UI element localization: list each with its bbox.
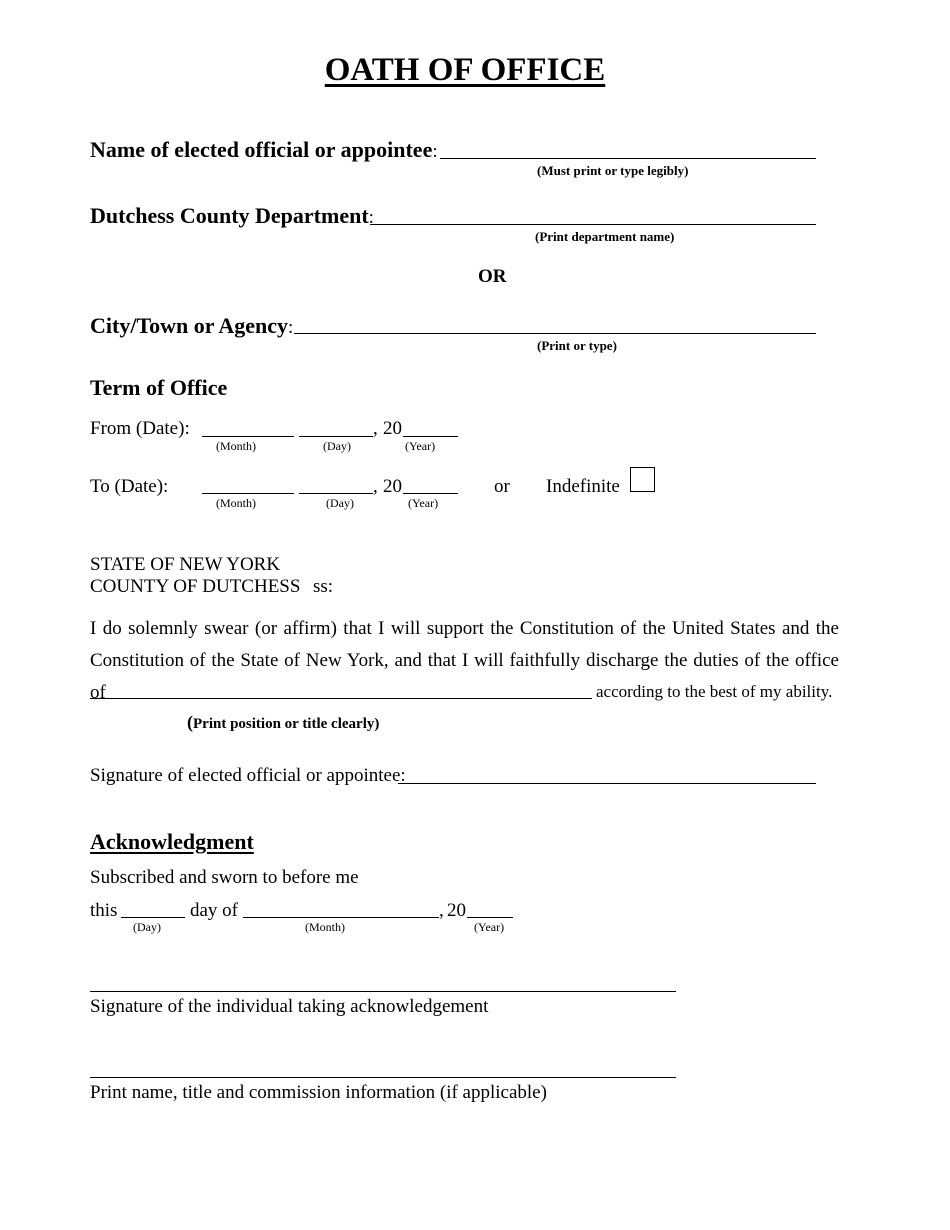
or-text: or xyxy=(494,476,510,497)
agency-label-text: City/Town or Agency xyxy=(90,313,289,338)
to-date-label: To (Date): xyxy=(90,476,169,497)
day-of-text: day of xyxy=(190,900,239,921)
signature-label: Signature of elected official or appointee: xyxy=(90,765,406,786)
from-date-label: From (Date): xyxy=(90,418,190,439)
from-month-line[interactable] xyxy=(202,436,294,437)
subscribed-text: Subscribed and sworn to before me xyxy=(90,867,359,888)
this-text: this xyxy=(90,900,118,921)
from-day-caption: (Day) xyxy=(323,439,351,453)
term-heading: Term of Office xyxy=(90,375,228,400)
ack-year-caption: (Year) xyxy=(474,920,505,934)
indefinite-checkbox[interactable] xyxy=(630,467,655,492)
from-year-line[interactable] xyxy=(403,436,458,437)
to-day-caption: (Day) xyxy=(326,496,354,510)
to-year-prefix: 20 xyxy=(383,476,402,497)
ack-print-caption: Print name, title and commission information (if applicable) xyxy=(90,1082,547,1103)
name-colon: : xyxy=(432,141,438,162)
position-title-line[interactable] xyxy=(90,698,592,699)
venue-state: STATE OF NEW YORK xyxy=(90,554,281,575)
name-caption: (Must print or type legibly) xyxy=(537,163,689,178)
ack-year-line[interactable] xyxy=(467,917,513,918)
venue-county: COUNTY OF DUTCHESS xyxy=(90,576,301,597)
ack-signature-line[interactable] xyxy=(90,991,676,992)
from-year-caption: (Year) xyxy=(405,439,436,453)
ack-print-line[interactable] xyxy=(90,1077,676,1078)
from-year-prefix: 20 xyxy=(383,418,402,439)
agency-input-line[interactable] xyxy=(294,333,816,334)
position-caption-paren: ( xyxy=(187,712,193,732)
oath-line-2: Constitution of the State of New York, and that I will faithfully discharge the duties of the office of xyxy=(90,650,839,703)
page-title: OATH OF OFFICE xyxy=(324,52,606,88)
name-label xyxy=(90,137,438,163)
to-comma: , xyxy=(373,476,378,497)
ack-month-line[interactable] xyxy=(243,917,439,918)
department-caption: (Print department name) xyxy=(535,229,675,244)
or-separator: OR xyxy=(478,266,507,287)
position-title-caption xyxy=(187,712,379,733)
ack-day-caption: (Day) xyxy=(133,920,161,934)
ack-comma: , xyxy=(439,900,444,921)
to-day-line[interactable] xyxy=(299,493,373,494)
from-day-line[interactable] xyxy=(299,436,373,437)
department-label-text: Dutchess County Department xyxy=(90,203,369,228)
to-year-caption: (Year) xyxy=(408,496,439,510)
department-input-line[interactable] xyxy=(370,224,816,225)
from-month-caption: (Month) xyxy=(216,439,256,453)
to-year-line[interactable] xyxy=(403,493,458,494)
acknowledgment-heading: Acknowledgment xyxy=(90,829,254,854)
ack-year-prefix: 20 xyxy=(447,900,466,921)
position-caption-text: Print position or title clearly) xyxy=(193,716,380,732)
department-colon: : xyxy=(368,207,374,228)
department-label xyxy=(90,203,374,229)
to-month-caption: (Month) xyxy=(216,496,256,510)
ack-day-line[interactable] xyxy=(121,917,185,918)
name-input-line[interactable] xyxy=(440,158,816,159)
signature-line[interactable] xyxy=(398,783,816,784)
indefinite-label: Indefinite xyxy=(546,476,620,497)
to-month-line[interactable] xyxy=(202,493,294,494)
from-comma: , xyxy=(373,418,378,439)
oath-tail: according to the best of my ability. xyxy=(596,682,833,701)
name-label-text: Name of elected official or appointee xyxy=(90,137,433,162)
ack-signature-caption: Signature of the individual taking acknowledgement xyxy=(90,996,489,1017)
ack-month-caption: (Month) xyxy=(305,920,345,934)
agency-label xyxy=(90,313,293,339)
oath-line-1: I do solemnly swear (or affirm) that I will support the Constitution of the United States and the xyxy=(90,618,839,639)
agency-caption: (Print or type) xyxy=(537,338,617,353)
agency-colon: : xyxy=(288,317,294,338)
venue-ss: ss: xyxy=(313,576,334,597)
